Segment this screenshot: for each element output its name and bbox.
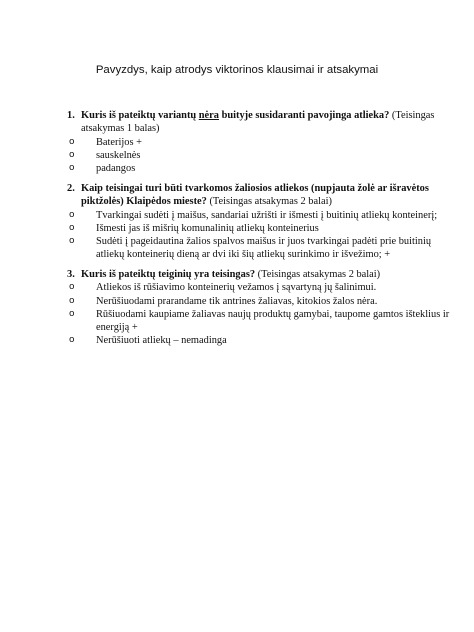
- list-item: o Tvarkingai sudėti į maišus, sandariai užrišti ir išmesti į buitinių atliekų konteinerį;: [69, 209, 438, 221]
- circle-bullet-icon: o: [69, 308, 75, 319]
- list-item: o Baterijos +: [69, 136, 142, 148]
- document-title: Pavyzdys, kaip atrodys viktorinos klausimai ir atsakymai: [95, 64, 379, 76]
- question-number: 1.: [67, 110, 75, 121]
- list-item: o Nerūšiuoti atliekų – nemadinga: [69, 335, 227, 347]
- question-number: 3.: [67, 269, 75, 280]
- question-1: [67, 109, 455, 175]
- list-item: o Sudėti į pageidautina žalios spalvos maišus ir juos tvarkingai padėti prie buitinių atliekų konteinerių dieną ar dvi iki šių atliekų surinkimo ir išvežimo; +: [69, 236, 432, 261]
- list-item: o Nerūšiuodami prarandame tik antrines žaliavas, kitokios žalos nėra.: [69, 295, 378, 307]
- circle-bullet-icon: o: [69, 295, 75, 306]
- question-3: [67, 268, 455, 348]
- question-2: [67, 182, 455, 262]
- option-list: [67, 136, 455, 176]
- question-3-text: 3. Kuris iš pateiktų teiginių yra teisingas? (Teisingas atsakymas 2 balai): [67, 269, 381, 280]
- score-note: (Teisingas atsakymas 2 balai): [255, 269, 381, 280]
- circle-bullet-icon: o: [69, 163, 75, 174]
- question-2-text: 2. Kaip teisingai turi būti tvarkomos žaliosios atliekos (nupjauta žolė ar išravėtos piktžolės) Klaipėdos mieste? (Teisingas atsakymas 2 balai): [67, 183, 429, 208]
- score-note: (Teisingas atsakymas 2 balai): [206, 196, 332, 208]
- list-item: o Išmesti jas iš mišrių komunalinių atliekų konteinerius: [69, 222, 319, 234]
- list-item: o Atliekos iš rūšiavimo konteinerių vežamos į sąvartyną jų šalinimui.: [69, 282, 377, 294]
- circle-bullet-icon: o: [69, 282, 75, 293]
- circle-bullet-icon: o: [69, 222, 75, 233]
- question-1-text: 1. Kuris iš pateiktų variantų nėra buityje susidaranti pavojinga atlieka? (Teisingas atsakymas 1 balas): [67, 110, 435, 135]
- circle-bullet-icon: o: [69, 209, 75, 220]
- score-note: (Teisingas atsakymas 1 balas): [81, 110, 435, 135]
- circle-bullet-icon: o: [69, 149, 75, 160]
- underlined-word: nėra: [198, 110, 219, 121]
- option-list: [67, 209, 455, 262]
- question-number: 2.: [67, 183, 75, 194]
- list-item: o Rūšiuodami kaupiame žaliavas naujų produktų gamybai, taupome gamtos išteklius ir energiją +: [69, 308, 450, 334]
- option-list: [67, 281, 455, 347]
- circle-bullet-icon: o: [69, 335, 75, 346]
- list-item: o padangos: [69, 163, 136, 175]
- circle-bullet-icon: o: [69, 136, 75, 147]
- circle-bullet-icon: o: [69, 236, 75, 247]
- list-item: o sauskelnės: [69, 149, 141, 161]
